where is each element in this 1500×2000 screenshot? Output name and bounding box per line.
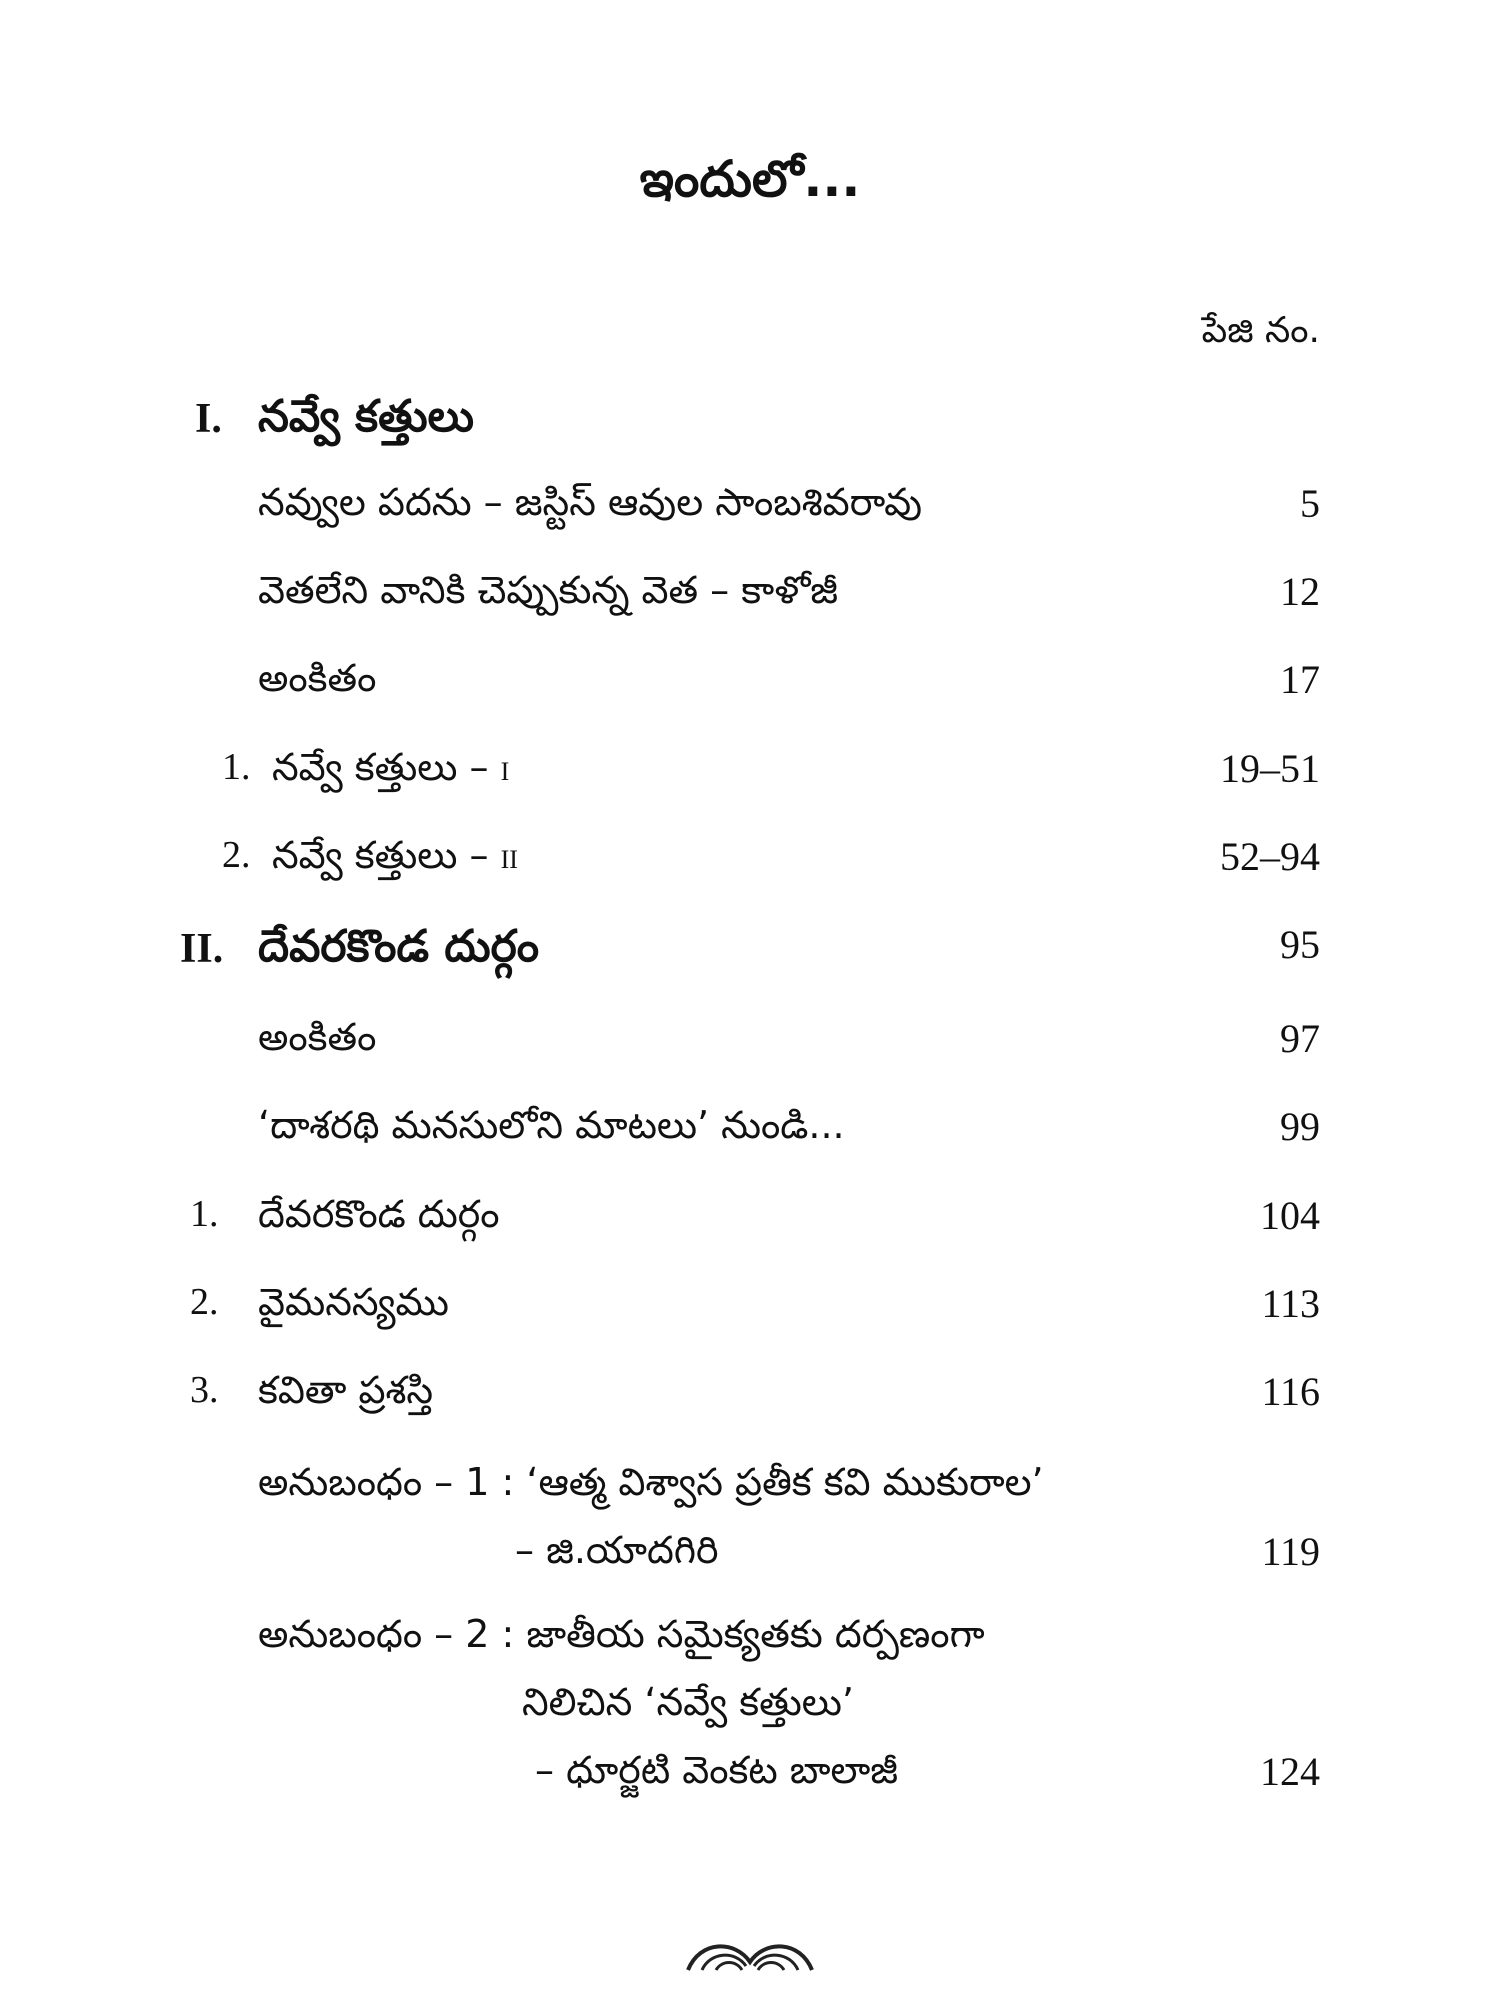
- section-heading-2: [0, 921, 1500, 985]
- entry-page: 113: [1261, 1281, 1320, 1326]
- section-number: I.: [195, 396, 222, 442]
- entry-title: [272, 833, 518, 887]
- entry-title: అనుబంధం – 2 : జాతీయ సమైక్యతకు దర్పణంగా: [258, 1612, 985, 1656]
- toc-entry: [0, 656, 1500, 716]
- entry-number: 3.: [190, 1369, 219, 1411]
- toc-entry: [0, 833, 1500, 893]
- toc-entry: [0, 745, 1500, 805]
- entry-title: నవ్వుల పదను – జస్టిస్ ఆవుల సాంబశివరావు: [258, 480, 923, 524]
- entry-page: 116: [1261, 1369, 1320, 1414]
- entry-page: 97: [1280, 1016, 1320, 1061]
- entry-number: 2.: [190, 1281, 219, 1323]
- entry-page: 99: [1280, 1104, 1320, 1149]
- toc-entry-continuation: [0, 1528, 1500, 1588]
- entry-title-text: నవ్వే కత్తులు –: [272, 833, 489, 877]
- ornament-icon: [680, 1932, 820, 1972]
- toc-entry: [0, 1103, 1500, 1163]
- entry-author: – జి.యాదగిరి: [515, 1528, 719, 1572]
- entry-page: 12: [1280, 569, 1320, 614]
- toc-entry: [0, 480, 1500, 540]
- entry-title-continued: నిలిచిన ‘నవ్వే కత్తులు’: [522, 1680, 854, 1724]
- toc-entry: [0, 1192, 1500, 1252]
- toc-entry: [0, 1612, 1500, 1672]
- toc-entry-continuation: [0, 1680, 1500, 1740]
- entry-number: 1.: [190, 1193, 219, 1235]
- entry-title: దేవరకొండ దుర్గం: [258, 1192, 500, 1236]
- entry-page: 52–94: [1220, 834, 1320, 879]
- entry-page: 119: [1261, 1529, 1320, 1574]
- toc-entry: [0, 1280, 1500, 1340]
- entry-title: వైమనస్యము: [258, 1280, 449, 1324]
- entry-title: అంకితం: [258, 656, 377, 700]
- section-title: దేవరకొండ దుర్గం: [258, 921, 540, 972]
- entry-number: 2.: [222, 834, 251, 876]
- toc-entry: [0, 1015, 1500, 1075]
- entry-title: కవితా ప్రశస్తి: [258, 1368, 434, 1412]
- page-title: ఇందులో...: [639, 150, 861, 208]
- part-numeral: II: [500, 845, 518, 874]
- entry-page: 5: [1300, 481, 1320, 526]
- toc-entry: [0, 1368, 1500, 1428]
- entry-title: అనుబంధం – 1 : ‘ఆత్మ విశ్వాస ప్రతీక కవి ముకురాల’: [258, 1460, 1044, 1504]
- entry-title: వెతలేని వానికి చెప్పుకున్న వెత – కాళోజీ: [258, 568, 839, 612]
- entry-title: ‘దాశరథి మనసులోని మాటలు’ నుండి...: [258, 1103, 845, 1147]
- entry-title: అంకితం: [258, 1015, 377, 1059]
- entry-page: 104: [1260, 1193, 1320, 1238]
- part-numeral: I: [500, 757, 510, 786]
- entry-title-text: నవ్వే కత్తులు –: [272, 745, 489, 789]
- entry-page: 19–51: [1220, 746, 1320, 791]
- section-page: 95: [1280, 922, 1320, 967]
- entry-author: – ధూర్జటి వెంకట బాలాజీ: [535, 1748, 899, 1792]
- entry-page: 17: [1280, 657, 1320, 702]
- toc-entry: [0, 1460, 1500, 1520]
- entry-number: 1.: [222, 746, 251, 788]
- section-number: II.: [180, 926, 224, 972]
- section-heading-1: [0, 391, 1500, 455]
- entry-title: [272, 745, 509, 799]
- section-title: నవ్వే కత్తులు: [258, 391, 475, 442]
- page-number-column-label: పేజి నం.: [1201, 310, 1320, 351]
- toc-entry-continuation: [0, 1748, 1500, 1808]
- toc-entry: [0, 568, 1500, 628]
- entry-page: 124: [1260, 1749, 1320, 1794]
